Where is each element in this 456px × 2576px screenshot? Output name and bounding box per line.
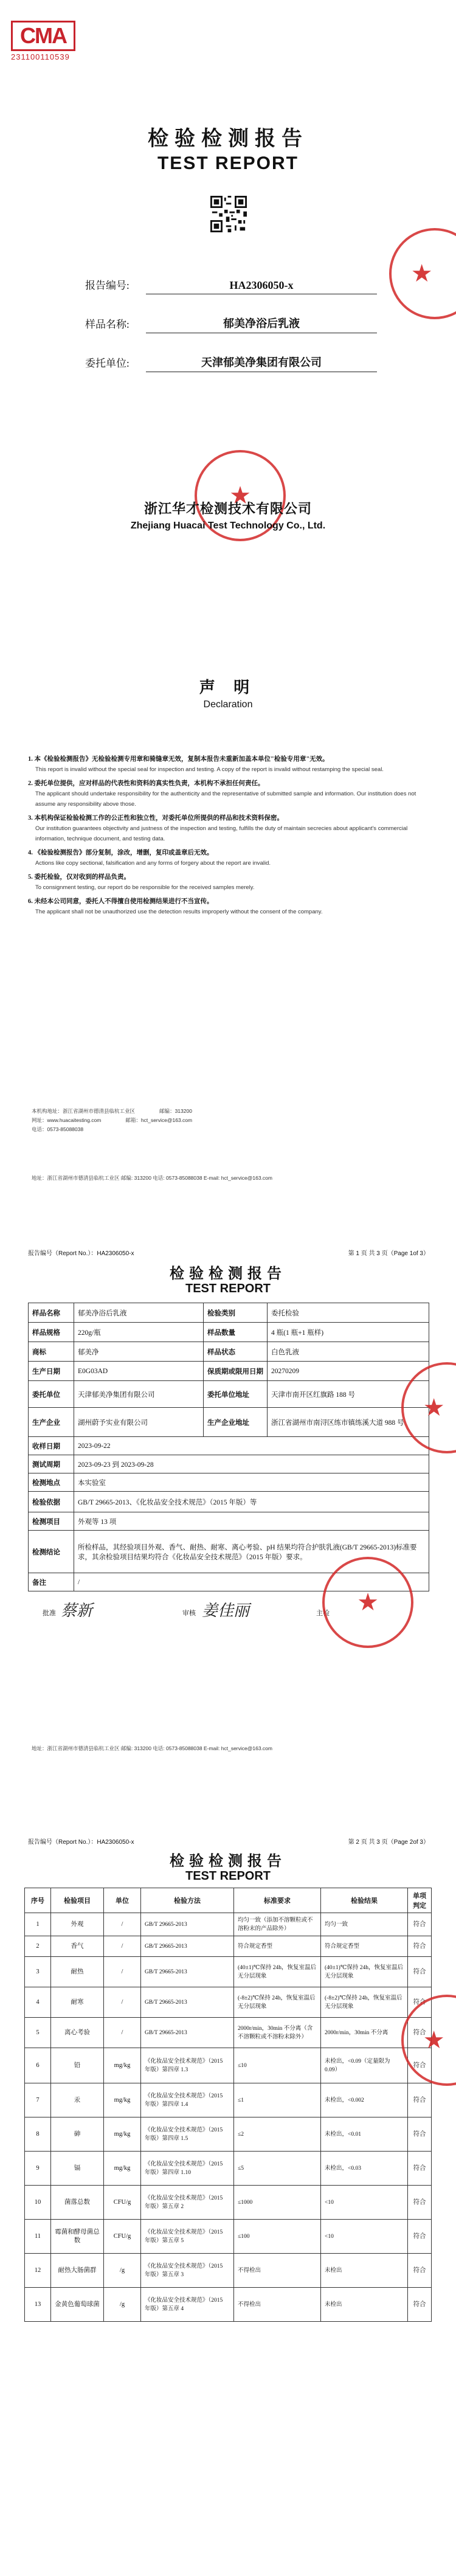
inspection-seal xyxy=(322,1557,413,1648)
page1-header xyxy=(28,1248,429,1257)
result-cell-verdict: 符合 xyxy=(408,2220,432,2254)
result-cell-unit: /g xyxy=(104,2254,141,2288)
results-table xyxy=(24,1888,432,2322)
table-row xyxy=(29,1381,429,1408)
result-cell-no: 1 xyxy=(25,1913,51,1936)
result-cell-verdict: 符合 xyxy=(408,2117,432,2152)
result-cell-method: GB/T 29665-2013 xyxy=(141,1987,234,2018)
table-row xyxy=(29,1342,429,1362)
table-row xyxy=(29,1437,429,1455)
table-row xyxy=(25,1957,432,1987)
declaration-item-en: To consignment testing, our report do be responsible for the received samples merely. xyxy=(35,884,255,891)
page2-title-en: TEST REPORT xyxy=(185,1869,271,1883)
row-label: 备注 xyxy=(29,1573,74,1591)
row-label: 测试周期 xyxy=(29,1455,74,1473)
result-cell-result: 未检出，<0.002 xyxy=(321,2083,408,2117)
cover-title-cn: 检验检测报告 xyxy=(148,128,308,150)
result-cell-method: 《化妆品安全技术规范》（2015 年版）第五章 2 xyxy=(141,2186,234,2220)
result-cell-req: 不得检出 xyxy=(234,2288,321,2322)
result-cell-item: 香气 xyxy=(51,1936,104,1957)
result-cell-req: 均匀一致（添加不溶颗粒或不溶粉末的产品除外） xyxy=(234,1913,321,1936)
report-number-label: 报告编号: xyxy=(85,280,130,291)
column-header: 标准要求 xyxy=(234,1888,321,1913)
result-cell-req: 不得检出 xyxy=(234,2254,321,2288)
declaration-item-cn: 4. 《检验检测报告》部分复制，涂改，增删，复印或盖章后无效。 xyxy=(28,850,213,856)
table-row xyxy=(29,1473,429,1492)
phone-value: 0573-85088038 xyxy=(47,1126,84,1132)
table-row xyxy=(25,2018,432,2048)
result-cell-no: 8 xyxy=(25,2117,51,2152)
declaration-item-en: The applicant should undertake responsibility for the authenticity and the representative of submitted sample and information. Our institution does not assume any responsibility above those. xyxy=(35,791,416,808)
table-row xyxy=(29,1455,429,1473)
column-header: 单位 xyxy=(104,1888,141,1913)
result-cell-unit: CFU/g xyxy=(104,2186,141,2220)
result-cell-verdict: 符合 xyxy=(408,1913,432,1936)
table-row xyxy=(25,2048,432,2083)
row-label: 样品状态 xyxy=(204,1342,268,1362)
result-cell-method: 《化妆品安全技术规范》（2015 年版）第五章 5 xyxy=(141,2220,234,2254)
result-cell-no: 4 xyxy=(25,1987,51,2018)
row-label: 委托单位 xyxy=(29,1381,74,1408)
cma-logo-mark: CMA xyxy=(11,21,75,51)
result-cell-no: 11 xyxy=(25,2220,51,2254)
result-cell-item: 金黄色葡萄球菌 xyxy=(51,2288,104,2322)
declaration-item xyxy=(28,778,429,809)
result-cell-req: 2000r/min，30min 不分离（含不溶颗粒或不溶粉末除外） xyxy=(234,2018,321,2048)
result-cell-item: 汞 xyxy=(51,2083,104,2117)
report-number-value: HA2306050-x xyxy=(229,279,294,291)
result-cell-req: ≤1000 xyxy=(234,2186,321,2220)
row-value: 2023-09-23 到 2023-09-28 xyxy=(74,1455,429,1473)
cma-number: 231100110539 xyxy=(11,52,70,61)
result-cell-no: 2 xyxy=(25,1936,51,1957)
result-cell-item: 耐寒 xyxy=(51,1987,104,2018)
result-cell-verdict: 符合 xyxy=(408,1987,432,2018)
page-footer: 地址：浙江省湖州市德清县临杭工业区 邮编: 313200 电话: 0573-85088038 E-mail: hct_service@163.com xyxy=(32,1745,272,1751)
result-cell-result: 未检出，<0.09（定量限为 0.09） xyxy=(321,2048,408,2083)
result-cell-unit: / xyxy=(104,1936,141,1957)
table-row xyxy=(29,1512,429,1531)
row-label: 检验依据 xyxy=(29,1492,74,1512)
result-cell-unit: CFU/g xyxy=(104,2220,141,2254)
result-cell-verdict: 符合 xyxy=(408,2048,432,2083)
reviewer-label: 审核 xyxy=(182,1610,196,1617)
client-value: 天津郁美净集团有限公司 xyxy=(201,356,322,369)
row-label: 样品名称 xyxy=(29,1303,74,1323)
result-cell-unit: / xyxy=(104,1913,141,1936)
row-value: 浙江省湖州市南浔区练市镇练溪大道 988 号 xyxy=(268,1408,429,1437)
table-row xyxy=(25,2288,432,2322)
declaration-item xyxy=(28,848,429,868)
row-value: 2023-09-22 xyxy=(74,1437,429,1455)
client-label: 委托单位: xyxy=(85,358,130,369)
qr-code-icon xyxy=(210,196,247,232)
contact-block: 本机构地址：浙江省湖州市德清县临杭工业区 邮编：313200 网址：www.huacaitesting.com 邮箱：hct_service@163.com 电话：0573-85088038 xyxy=(32,1108,193,1132)
result-cell-unit: / xyxy=(104,2018,141,2048)
table-row xyxy=(25,1987,432,2018)
postcode-value: 313200 xyxy=(174,1108,192,1114)
column-header: 序号 xyxy=(25,1888,51,1913)
result-cell-result: 未检出 xyxy=(321,2288,408,2322)
row-label: 收样日期 xyxy=(29,1437,74,1455)
table-row xyxy=(25,2254,432,2288)
table-row xyxy=(25,2220,432,2254)
row-label: 检验类别 xyxy=(204,1303,268,1323)
result-cell-no: 12 xyxy=(25,2254,51,2288)
row-value: 本实验室 xyxy=(74,1473,429,1492)
approver-signature: 蔡新 xyxy=(61,1602,93,1620)
table-row xyxy=(25,2152,432,2186)
row-value: 郁美净 xyxy=(74,1342,204,1362)
result-cell-unit: mg/kg xyxy=(104,2152,141,2186)
cover-title-en: TEST REPORT xyxy=(157,153,299,173)
result-cell-req: (40±1)℃保持 24h，恢复室温后无分层现象 xyxy=(234,1957,321,1987)
result-cell-no: 5 xyxy=(25,2018,51,2048)
declaration-title-cn: 声 明 xyxy=(199,679,257,696)
declaration-item-cn: 6. 未经本公司同意，委托人不得擅自使用检测结果进行不当宣传。 xyxy=(28,898,213,905)
email-link[interactable]: hct_service@163.com xyxy=(140,1117,193,1123)
result-cell-verdict: 符合 xyxy=(408,2018,432,2048)
postcode-label: 邮编 xyxy=(159,1108,170,1114)
row-value: E0G03AD xyxy=(74,1362,204,1381)
email-label: 邮箱 xyxy=(125,1117,136,1123)
declaration-item-cn: 2. 委托单位提供，应对样品的代表性和资料的真实性负责，本机构不承担任何责任。 xyxy=(28,780,264,787)
result-cell-item: 菌落总数 xyxy=(51,2186,104,2220)
column-header: 单项判定 xyxy=(408,1888,432,1913)
result-cell-verdict: 符合 xyxy=(408,2186,432,2220)
row-label: 委托单位地址 xyxy=(204,1381,268,1408)
table-row xyxy=(29,1408,429,1437)
result-cell-result: 未检出，<0.01 xyxy=(321,2117,408,2152)
seal-star-icon: ★ xyxy=(229,482,251,509)
client-field xyxy=(85,351,377,372)
result-cell-method: GB/T 29665-2013 xyxy=(141,2018,234,2048)
row-label: 样品规格 xyxy=(29,1323,74,1342)
result-cell-req: ≤2 xyxy=(234,2117,321,2152)
seal-star-icon: ★ xyxy=(410,260,433,287)
institute-name-en: Zhejiang Huacai Test Technology Co., Ltd. xyxy=(130,521,326,531)
result-cell-item: 耐热大肠菌群 xyxy=(51,2254,104,2288)
result-cell-no: 6 xyxy=(25,2048,51,2083)
seal-star-icon: ★ xyxy=(423,2026,445,2054)
column-header: 检验项目 xyxy=(51,1888,104,1913)
website-link[interactable]: www.huacaitesting.com xyxy=(47,1117,102,1123)
declaration-item xyxy=(28,813,429,844)
declaration-item-en: This report is invalid without the special seal for inspection and testing. A copy of the report is invalid without restamping the special seal. xyxy=(35,766,384,773)
page2-report-no: 报告编号（Report No.）：HA2306050-x xyxy=(28,1839,134,1846)
declaration-item-cn: 1. 本《检验检测报告》无检验检测专用章和骑缝章无效，复制本报告未重新加盖本单位"检验专用章"无效。 xyxy=(28,756,329,763)
result-cell-no: 7 xyxy=(25,2083,51,2117)
reviewer-signature: 姜佳丽 xyxy=(202,1602,250,1620)
result-cell-verdict: 符合 xyxy=(408,2288,432,2322)
result-cell-verdict: 符合 xyxy=(408,2254,432,2288)
row-label: 保质期或限用日期 xyxy=(204,1362,268,1381)
table-row xyxy=(29,1492,429,1512)
result-cell-result: (-8±2)℃保持 24h，恢复室温后无分层现象 xyxy=(321,1987,408,2018)
result-cell-req: ≤10 xyxy=(234,2048,321,2083)
phone-label: 电话 xyxy=(32,1126,43,1132)
row-value: 外观等 13 项 xyxy=(74,1512,429,1531)
row-value: 委托检验 xyxy=(268,1303,429,1323)
result-cell-result: 符合规定香型 xyxy=(321,1936,408,1957)
row-label: 生产日期 xyxy=(29,1362,74,1381)
result-cell-item: 外观 xyxy=(51,1913,104,1936)
result-cell-no: 10 xyxy=(25,2186,51,2220)
result-cell-result: (40±1)℃保持 24h，恢复室温后无分层现象 xyxy=(321,1957,408,1987)
result-cell-verdict: 符合 xyxy=(408,2083,432,2117)
table-row xyxy=(29,1362,429,1381)
row-value: 郁美净浴后乳液 xyxy=(74,1303,204,1323)
page-footer: 地址：浙江省湖州市德清县临杭工业区 邮编: 313200 电话: 0573-85088038 E-mail: hct_service@163.com xyxy=(32,1175,272,1181)
result-cell-unit: mg/kg xyxy=(104,2083,141,2117)
result-cell-method: 《化妆品安全技术规范》（2015 年版）第五章 3 xyxy=(141,2254,234,2288)
approver-label: 批准 xyxy=(43,1610,56,1617)
result-cell-method: 《化妆品安全技术规范》（2015 年版）第四章 1.3 xyxy=(141,2048,234,2083)
result-cell-no: 13 xyxy=(25,2288,51,2322)
table-row xyxy=(29,1323,429,1342)
result-cell-unit: /g xyxy=(104,2288,141,2322)
row-label: 样品数量 xyxy=(204,1323,268,1342)
result-cell-method: 《化妆品安全技术规范》（2015 年版）第四章 1.5 xyxy=(141,2117,234,2152)
declaration-list xyxy=(28,754,429,921)
seal-star-icon: ★ xyxy=(357,1588,379,1616)
page2-title-cn: 检验检测报告 xyxy=(170,1854,286,1869)
sample-name-value: 郁美净浴后乳液 xyxy=(223,317,300,330)
row-value: 20270209 xyxy=(268,1362,429,1381)
table-header-row xyxy=(25,1888,432,1913)
row-value: 天津郁美净集团有限公司 xyxy=(74,1381,204,1408)
result-cell-method: 《化妆品安全技术规范》（2015 年版）第五章 4 xyxy=(141,2288,234,2322)
result-cell-item: 耐热 xyxy=(51,1957,104,1987)
result-cell-result: 未检出 xyxy=(321,2254,408,2288)
page2-header xyxy=(28,1837,429,1846)
result-cell-no: 3 xyxy=(25,1957,51,1987)
report-number-field xyxy=(85,274,377,294)
declaration-item xyxy=(28,754,429,775)
result-cell-req: 符合规定香型 xyxy=(234,1936,321,1957)
row-value: 220g/瓶 xyxy=(74,1323,204,1342)
declaration-item xyxy=(28,896,429,917)
result-cell-method: GB/T 29665-2013 xyxy=(141,1913,234,1936)
row-value: 所检样品，其经验项目外观、香气、耐热、耐寒、离心考验、pH 结果均符合护肤乳液(GB/T 29665-2013)标准要求，其余检验项目结果均符合《化妆品安全技术规范》（2015 年版）要求。 xyxy=(74,1531,429,1573)
page1-title-en: TEST REPORT xyxy=(185,1282,271,1295)
address-value: 浙江省湖州市德清县临杭工业区 xyxy=(63,1108,136,1114)
row-value: 白色乳液 xyxy=(268,1342,429,1362)
result-cell-req: ≤5 xyxy=(234,2152,321,2186)
address-label: 本机构地址 xyxy=(32,1108,58,1114)
row-label: 检测结论 xyxy=(29,1531,74,1573)
declaration-item-en: The applicant shall not be unauthorized use the detection results improperly without the consent of the company. xyxy=(35,909,323,915)
cma-logo xyxy=(11,21,77,61)
seal-star-icon: ★ xyxy=(423,1394,445,1421)
result-cell-item: 离心考验 xyxy=(51,2018,104,2048)
result-cell-method: GB/T 29665-2013 xyxy=(141,1936,234,1957)
row-label: 检测项目 xyxy=(29,1512,74,1531)
result-cell-result: <10 xyxy=(321,2186,408,2220)
table-row xyxy=(25,1936,432,1957)
column-header: 检验结果 xyxy=(321,1888,408,1913)
result-cell-method: 《化妆品安全技术规范》（2015 年版）第四章 1.10 xyxy=(141,2152,234,2186)
declaration-item xyxy=(28,872,429,893)
row-label: 检测地点 xyxy=(29,1473,74,1492)
row-value: / xyxy=(74,1573,429,1591)
website-label: 网址 xyxy=(32,1117,43,1123)
declaration-item-en: Our institution guarantees objectivity and justness of the inspection and testing, fulfills the duty of maintain secrecies about applicant's commercial information, technique document, and testing data. xyxy=(35,825,408,842)
row-value: GB/T 29665-2013、《化妆品安全技术规范》（2015 年版）等 xyxy=(74,1492,429,1512)
inspector-label: 主检 xyxy=(316,1610,330,1617)
row-value: 天津市南开区红旗路 188 号 xyxy=(268,1381,429,1408)
table-row xyxy=(25,1913,432,1936)
table-row xyxy=(29,1303,429,1323)
result-cell-unit: / xyxy=(104,1987,141,2018)
table-row xyxy=(25,2186,432,2220)
declaration-item-cn: 5. 委托检验，仅对收到的样品负责。 xyxy=(28,874,130,881)
row-value: 湖州蔚予实业有限公司 xyxy=(74,1408,204,1437)
sample-name-label: 样品名称: xyxy=(85,319,130,330)
declaration-item-cn: 3. 本机构保证检验检测工作的公正性和独立性，对委托单位所提供的样品和技术资料保密。 xyxy=(28,815,283,822)
result-cell-item: 霉菌和酵母菌总数 xyxy=(51,2220,104,2254)
row-value: 4 瓶(1 瓶+1 瓶样) xyxy=(268,1323,429,1342)
result-cell-result: <10 xyxy=(321,2220,408,2254)
result-cell-method: 《化妆品安全技术规范》（2015 年版）第四章 1.4 xyxy=(141,2083,234,2117)
row-label: 生产企业 xyxy=(29,1408,74,1437)
result-cell-method: GB/T 29665-2013 xyxy=(141,1957,234,1987)
page2-page-no: 第 2 页 共 3 页（Page 2of 3） xyxy=(348,1839,429,1846)
page1-title-cn: 检验检测报告 xyxy=(170,1266,286,1282)
declaration-item-en: Actions like copy sectional, falsification and any forms of forgery about the report are invalid. xyxy=(35,860,271,867)
result-cell-result: 2000r/min，30min 不分离 xyxy=(321,2018,408,2048)
result-cell-verdict: 符合 xyxy=(408,2152,432,2186)
result-cell-item: 铅 xyxy=(51,2048,104,2083)
sample-name-field xyxy=(85,313,377,333)
sample-info-table xyxy=(28,1303,429,1591)
row-label: 生产企业地址 xyxy=(204,1408,268,1437)
declaration-title-en: Declaration xyxy=(203,699,253,710)
row-label: 商标 xyxy=(29,1342,74,1362)
institute-name-cn: 浙江华才检测技术有限公司 xyxy=(143,501,312,516)
result-cell-unit: mg/kg xyxy=(104,2117,141,2152)
result-cell-result: 未检出，<0.03 xyxy=(321,2152,408,2186)
table-row xyxy=(25,2117,432,2152)
edge-seal-cover xyxy=(389,228,456,319)
result-cell-item: 镉 xyxy=(51,2152,104,2186)
page1-report-no: 报告编号（Report No.）：HA2306050-x xyxy=(28,1250,134,1257)
column-header: 检验方法 xyxy=(141,1888,234,1913)
result-cell-no: 9 xyxy=(25,2152,51,2186)
result-cell-req: (-8±2)℃保持 24h，恢复室温后无分层现象 xyxy=(234,1987,321,2018)
table-row xyxy=(25,2083,432,2117)
result-cell-unit: mg/kg xyxy=(104,2048,141,2083)
result-cell-req: ≤1 xyxy=(234,2083,321,2117)
result-cell-result: 均匀一致 xyxy=(321,1913,408,1936)
page1-page-no: 第 1 页 共 3 页（Page 1of 3） xyxy=(348,1250,429,1257)
result-cell-verdict: 符合 xyxy=(408,1936,432,1957)
result-cell-req: ≤100 xyxy=(234,2220,321,2254)
result-cell-unit: / xyxy=(104,1957,141,1987)
result-cell-item: 砷 xyxy=(51,2117,104,2152)
result-cell-verdict: 符合 xyxy=(408,1957,432,1987)
